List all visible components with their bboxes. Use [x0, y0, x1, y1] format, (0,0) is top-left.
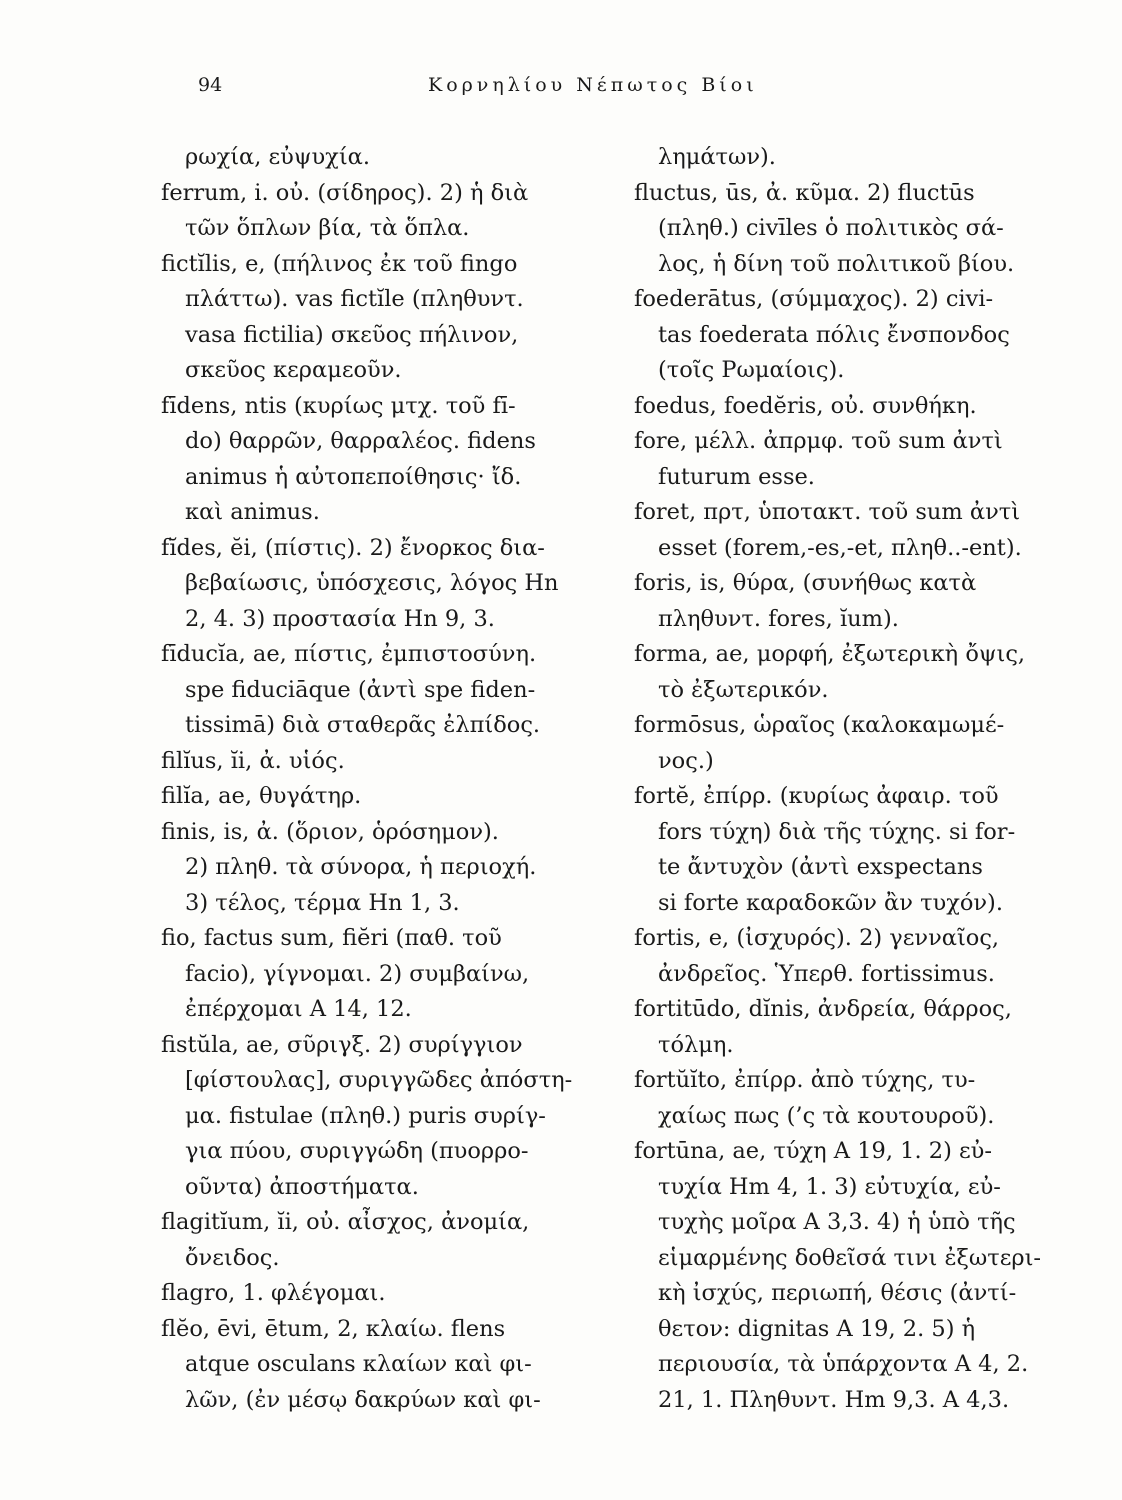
dictionary-line: fortis, e, (ἰσχυρός). 2) γενναῖος,	[634, 925, 1000, 951]
page-number: 94	[198, 74, 223, 96]
dictionary-line: fortĕ, ἐπίρρ. (κυρίως ἀφαιρ. τοῦ	[634, 783, 999, 809]
dictionary-line: flagitĭum, ĭi, οὐ. αἶσχος, ἀνομία,	[161, 1209, 530, 1235]
dictionary-line: fīducĭa, ae, πίστις, ἐμπιστοσύνη.	[161, 641, 537, 667]
dictionary-line: τῶν ὅπλων βία, τὰ ὅπλα.	[185, 215, 470, 241]
dictionary-line: futurum esse.	[658, 463, 815, 490]
dictionary-line: λημάτων).	[658, 144, 776, 170]
dictionary-line: μα. fistulae (πληθ.) puris συρίγ-	[185, 1102, 546, 1129]
dictionary-line: flĕo, ēvi, ētum, 2, κλαίω. flens	[161, 1315, 506, 1342]
dictionary-line: τόλμη.	[658, 1031, 734, 1058]
dictionary-line: βεβαίωσις, ὑπόσχεσις, λόγος Hn	[185, 570, 559, 596]
dictionary-line: facio), γίγνομαι. 2) συμβαίνω,	[185, 960, 530, 987]
dictionary-line: θετον: dignitas A 19, 2. 5) ἡ	[658, 1315, 976, 1342]
dictionary-line: fistŭla, ae, σῦριγξ. 2) συρίγγιον	[161, 1031, 523, 1058]
dictionary-line: ὄνειδος.	[185, 1244, 280, 1271]
dictionary-line: (τοῖς Ρωμαίοις).	[658, 357, 845, 383]
page-header	[0, 74, 1122, 106]
dictionary-line: 2, 4. 3) προστασία Hn 9, 3.	[185, 605, 495, 632]
dictionary-line: 3) τέλος, τέρμα Hn 1, 3.	[185, 889, 460, 916]
dictionary-line: spe fiduciāque (ἀντὶ spe fiden-	[185, 676, 536, 703]
dictionary-line: νος.)	[658, 747, 714, 774]
dictionary-line: atque osculans κλαίων καὶ φι-	[185, 1351, 532, 1377]
dictionary-line: τυχία Hm 4, 1. 3) εὐτυχία, εὐ-	[658, 1173, 1001, 1200]
dictionary-line: κὴ ἰσχύς, περιωπή, θέσις (ἀντί-	[658, 1280, 1017, 1306]
dictionary-line: esset (forem,-es,-et, πληθ..-ent).	[658, 534, 1022, 561]
dictionary-line: σκεῦος κεραμεοῦν.	[185, 357, 402, 383]
dictionary-line: για πύου, συριγγώδη (πυορρο-	[185, 1138, 529, 1164]
dictionary-line: ferrum, i. οὐ. (σίδηρος). 2) ἡ διὰ	[161, 179, 529, 206]
dictionary-line: ἐπέρχομαι A 14, 12.	[185, 996, 412, 1022]
dictionary-line: fictĭlis, e, (πήλινος ἐκ τοῦ fingo	[161, 250, 518, 277]
left-column	[161, 140, 591, 1418]
dictionary-line: [φίστουλας], συριγγῶδες ἀπόστη-	[185, 1067, 573, 1093]
dictionary-line: forma, ae, μορφή, ἐξωτερικὴ ὄψις,	[634, 641, 1026, 667]
dictionary-line: εἱμαρμένης δοθεῖσά τινι ἐξωτερι-	[658, 1244, 1042, 1271]
dictionary-line: foris, is, θύρα, (συνήθως κατὰ	[634, 570, 977, 596]
dictionary-line: tas foederata πόλις ἔνσπονδος	[658, 321, 1010, 348]
dictionary-line: foret, πρτ, ὑποτακτ. τοῦ sum ἀντὶ	[634, 499, 1021, 525]
dictionary-line: fīdens, ntis (κυρίως μτχ. τοῦ fī-	[161, 392, 516, 419]
dictionary-line: foedus, foedĕris, οὐ. συνθήκη.	[634, 392, 977, 419]
dictionary-line: ἀνδρεῖος. Ὑπερθ. fortissimus.	[658, 960, 995, 987]
dictionary-line: tissimā) διὰ σταθερᾶς ἐλπίδος.	[185, 712, 541, 738]
dictionary-line: filĭa, ae, θυγάτηρ.	[161, 783, 362, 809]
dictionary-line: ρωχία, εὐψυχία.	[185, 144, 370, 170]
dictionary-line: περιουσία, τὰ ὑπάρχοντα A 4, 2.	[658, 1351, 1029, 1377]
dictionary-line: 21, 1. Πληθυντ. Hm 9,3. A 4,3.	[658, 1386, 1010, 1413]
running-title: Κορνηλίου Νέπωτος Βίοι	[428, 74, 758, 96]
dictionary-line: τυχὴς μοῖρα A 3,3. 4) ἡ ὑπὸ τῆς	[658, 1209, 1016, 1235]
right-column	[634, 140, 1082, 1418]
dictionary-line: fors τύχη) διὰ τῆς τύχης. si for-	[658, 818, 1016, 845]
dictionary-line: 2) πληθ. τὰ σύνορα, ἡ περιοχή.	[185, 854, 537, 880]
dictionary-line: fio, factus sum, fiĕri (παθ. τοῦ	[161, 925, 502, 951]
dictionary-line: πλάττω). vas fictĭle (πληθυντ.	[185, 286, 524, 312]
dictionary-line: fĭdes, ĕi, (πίστις). 2) ἔνορκος δια-	[161, 534, 545, 561]
dictionary-line: filĭus, ĭi, ἀ. υἱός.	[161, 747, 345, 774]
dictionary-line: animus ἡ αὐτοπεποίθησις· ἴδ.	[185, 463, 522, 490]
dictionary-line: fore, μέλλ. ἀπρμφ. τοῦ sum ἀντὶ	[634, 428, 1003, 454]
dictionary-line: fortūna, ae, τύχη A 19, 1. 2) εὐ-	[634, 1138, 992, 1164]
dictionary-line: fluctus, ūs, ἀ. κῦμα. 2) fluctūs	[634, 179, 975, 206]
dictionary-line: οῦντα) ἀποστήματα.	[185, 1173, 419, 1200]
dictionary-line: si forte καραδοκῶν ἂν τυχόν).	[658, 889, 1003, 916]
dictionary-line: πληθυντ. fores, ĭum).	[658, 605, 899, 632]
dictionary-line: χαίως πως (’ς τὰ κουτουροῦ).	[658, 1102, 995, 1129]
dictionary-line: formōsus, ὡραῖος (καλοκαμωμέ-	[634, 712, 1005, 738]
dictionary-line: λῶν, (ἐν μέσῳ δακρύων καὶ φι-	[185, 1386, 541, 1413]
dictionary-line: λος, ἡ δίνη τοῦ πολιτικοῦ βίου.	[658, 250, 1015, 277]
dictionary-line: finis, is, ἀ. (ὅριον, ὁρόσημον).	[161, 818, 499, 845]
dictionary-line: te ἄντυχὸν (ἀντὶ exspectans	[658, 854, 983, 880]
dictionary-line: τὸ ἐξωτερικόν.	[658, 676, 829, 703]
dictionary-line: καὶ animus.	[185, 499, 320, 525]
dictionary-line: foederātus, (σύμμαχος). 2) civi-	[634, 286, 994, 312]
dictionary-line: (πληθ.) civīles ὁ πολιτικὸς σά-	[658, 215, 1004, 241]
dictionary-line: do) θαρρῶν, θαρραλέος. fidens	[185, 428, 536, 454]
dictionary-line: fortŭĭto, ἐπίρρ. ἀπὸ τύχης, τυ-	[634, 1067, 976, 1093]
dictionary-line: flagro, 1. φλέγομαι.	[161, 1280, 386, 1306]
dictionary-line: vasa fictilia) σκεῦος πήλινον,	[185, 321, 519, 348]
dictionary-line: fortitūdo, dĭnis, ἀνδρεία, θάρρος,	[634, 996, 1012, 1022]
